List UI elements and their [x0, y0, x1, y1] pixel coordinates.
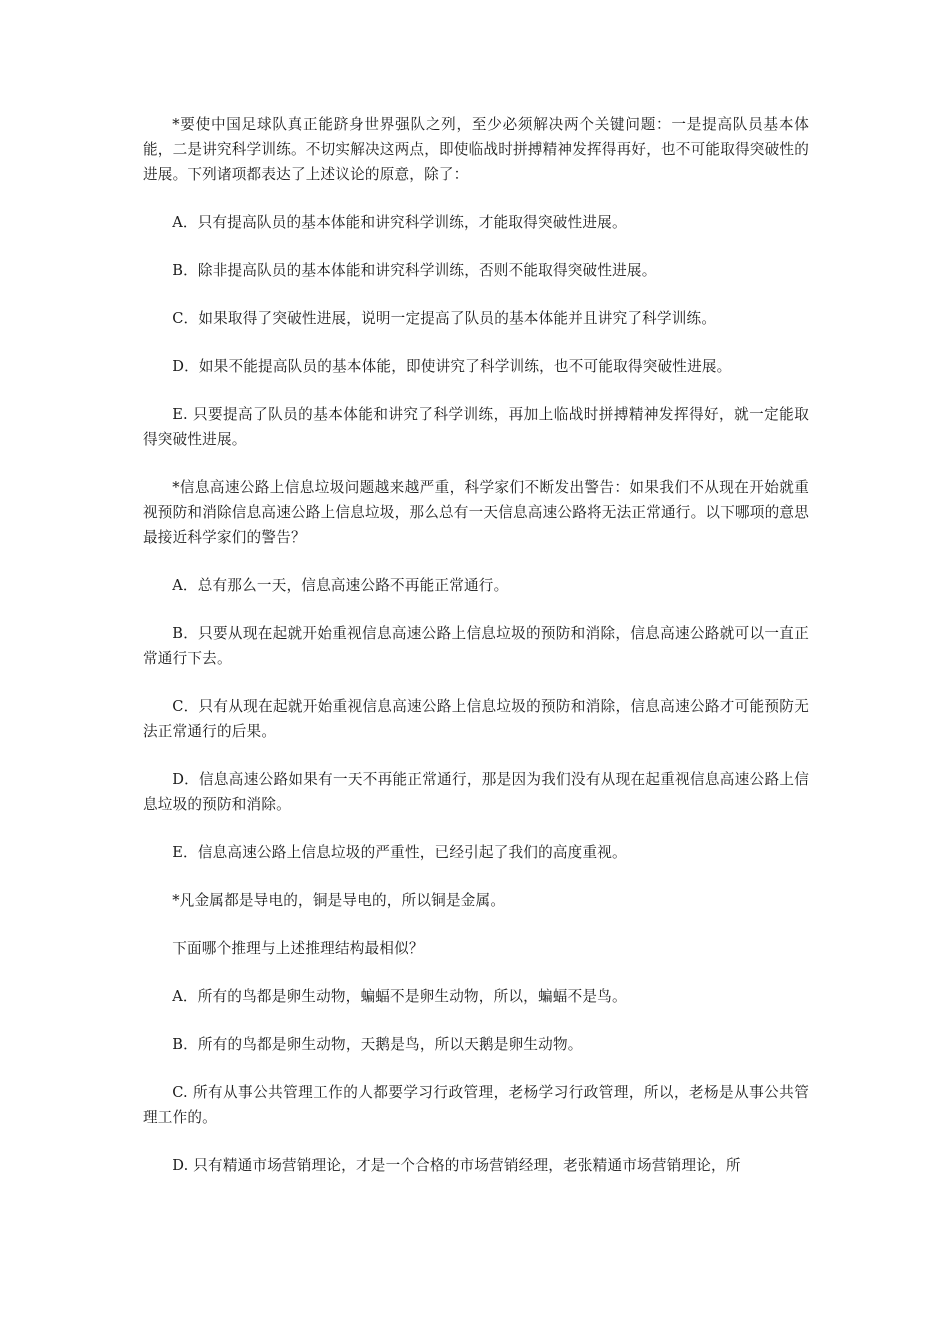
question-2-option-c: C．只有从现在起就开始重视信息高速公路上信息垃圾的预防和消除，信息高速公路才可能预防无法正常通行的后果。: [143, 698, 809, 740]
question-1-option-c: C．如果取得了突破性进展，说明一定提高了队员的基本体能并且讲究了科学训练。: [172, 310, 717, 327]
question-2-stem: *信息高速公路上信息垃圾问题越来越严重，科学家们不断发出警告：如果我们不从现在开始就重视预防和消除信息高速公路上信息垃圾，那么总有一天信息高速公路将无法正常通行。以下哪项的意思最接近科学家们的警告？: [143, 479, 809, 546]
question-2-option-e: E．信息高速公路上信息垃圾的严重性，已经引起了我们的高度重视。: [172, 844, 627, 861]
question-1-option-e: E. 只要提高了队员的基本体能和讲究了科学训练，再加上临战时拼搏精神发挥得好，就一定能取得突破性进展。: [143, 406, 809, 448]
question-2-option-d: D．信息高速公路如果有一天不再能正常通行，那是因为我们没有从现在起重视信息高速公路上信息垃圾的预防和消除。: [143, 771, 809, 813]
question-1-option-d: D．如果不能提高队员的基本体能，即使讲究了科学训练，也不可能取得突破性进展。: [172, 358, 732, 375]
question-3-option-c: C. 所有从事公共管理工作的人都要学习行政管理，老杨学习行政管理，所以，老杨是从事公共管理工作的。: [143, 1084, 809, 1126]
document-page: [143, 112, 809, 1201]
question-3-option-a: A．所有的鸟都是卵生动物，蝙蝠不是卵生动物，所以，蝙蝠不是鸟。: [172, 988, 627, 1005]
question-1-option-a: A．只有提高队员的基本体能和讲究科学训练，才能取得突破性进展。: [172, 214, 627, 231]
question-1-option-b: B．除非提高队员的基本体能和讲究科学训练，否则不能取得突破性进展。: [172, 262, 657, 279]
question-2-option-b: B．只要从现在起就开始重视信息高速公路上信息垃圾的预防和消除，信息高速公路就可以一直正常通行下去。: [143, 625, 809, 667]
question-3-option-d: D. 只有精通市场营销理论，才是一个合格的市场营销经理，老张精通市场营销理论，所: [172, 1157, 741, 1174]
question-1-stem: *要使中国足球队真正能跻身世界强队之列，至少必须解决两个关键问题：一是提高队员基本体能，二是讲究科学训练。不切实解决这两点，即使临战时拼搏精神发挥得再好，也不可能取得突破性的进展。下列诸项都表达了上述议论的原意，除了：: [143, 116, 809, 183]
question-3-option-b: B．所有的鸟都是卵生动物，天鹅是鸟，所以天鹅是卵生动物。: [172, 1036, 583, 1053]
question-3-premise: *凡金属都是导电的，铜是导电的，所以铜是金属。: [172, 892, 506, 909]
question-2-option-a: A．总有那么一天，信息高速公路不再能正常通行。: [172, 577, 509, 594]
question-3-stem: 下面哪个推理与上述推理结构最相似？: [172, 940, 424, 957]
